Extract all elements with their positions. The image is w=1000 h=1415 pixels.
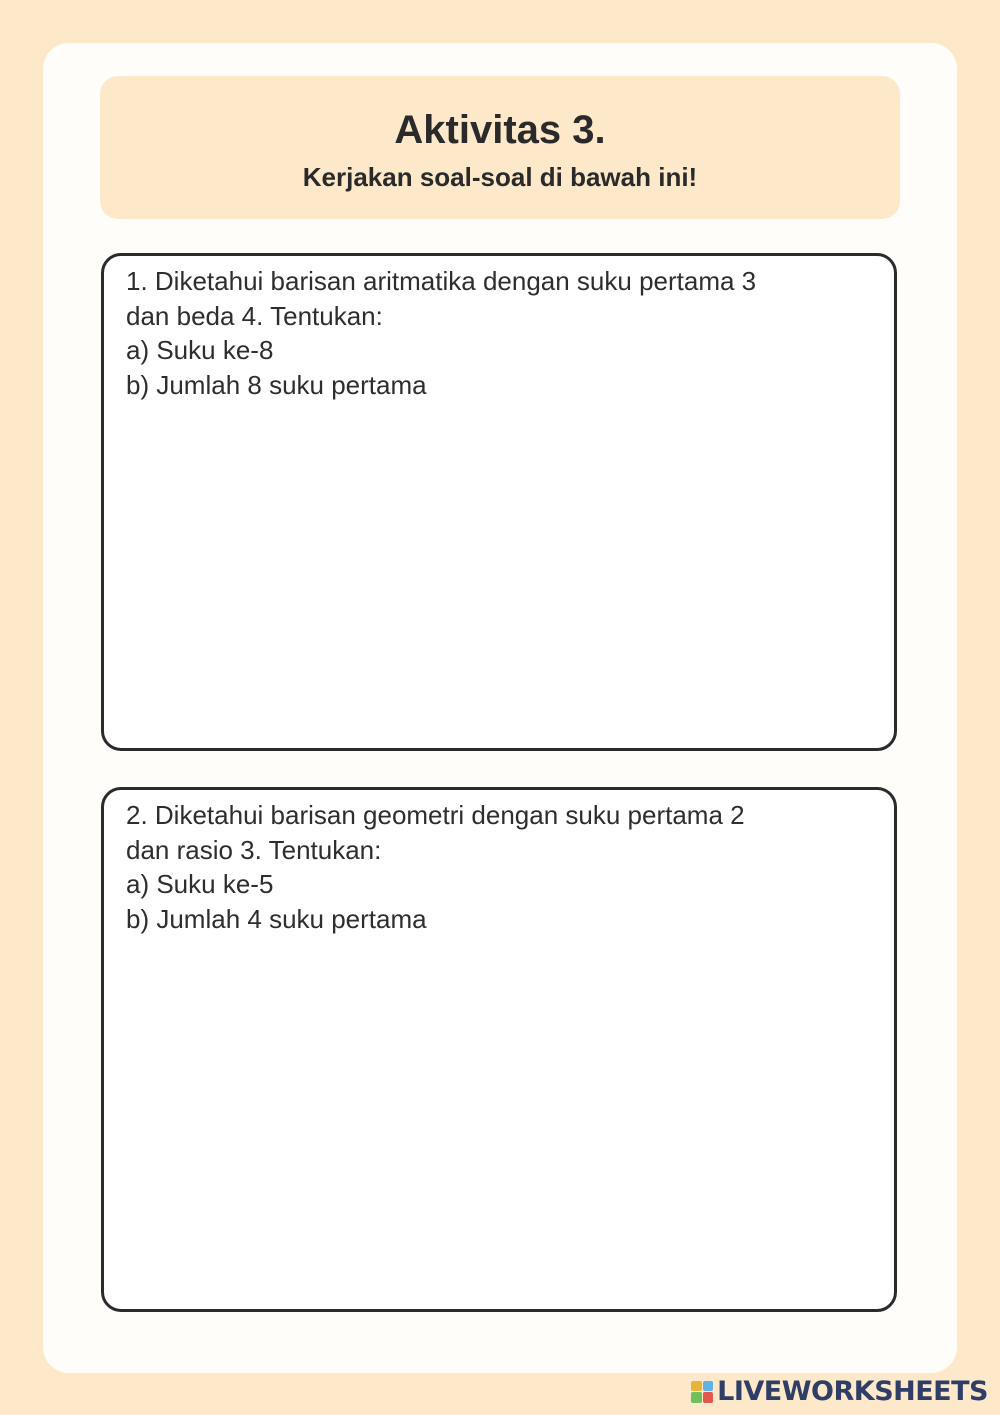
- liveworksheets-brand: [691, 1376, 988, 1407]
- page-subtitle: Kerjakan soal-soal di bawah ini!: [302, 162, 698, 192]
- question-2-line-3: a) Suku ke-5: [126, 869, 274, 899]
- question-box-2[interactable]: [101, 787, 897, 1312]
- question-2-line-2: dan rasio 3. Tentukan:: [126, 834, 382, 865]
- question-text-1: [126, 264, 876, 402]
- question-text-2: [126, 798, 876, 936]
- question-2-line-1: 2. Diketahui barisan geometri dengan suku pertama 2: [126, 800, 745, 830]
- question-1-line-3: a) Suku ke-8: [126, 335, 274, 365]
- question-2-line-4: b) Jumlah 4 suku pertama: [126, 903, 427, 934]
- brand-name: LIVEWORKSHEETS: [717, 1376, 988, 1407]
- logo-cell-4: [703, 1392, 714, 1403]
- question-box-1[interactable]: [101, 253, 897, 751]
- logo-cell-3: [691, 1392, 702, 1403]
- page-title: Aktivitas 3.: [394, 108, 606, 152]
- logo-cell-1: [691, 1381, 702, 1392]
- liveworksheets-logo-icon: [691, 1381, 713, 1403]
- question-1-line-1: 1. Diketahui barisan aritmatika dengan suku pertama 3: [126, 266, 757, 296]
- logo-cell-2: [703, 1381, 714, 1392]
- question-1-line-4: b) Jumlah 8 suku pertama: [126, 369, 427, 400]
- question-1-line-2: dan beda 4. Tentukan:: [126, 300, 383, 331]
